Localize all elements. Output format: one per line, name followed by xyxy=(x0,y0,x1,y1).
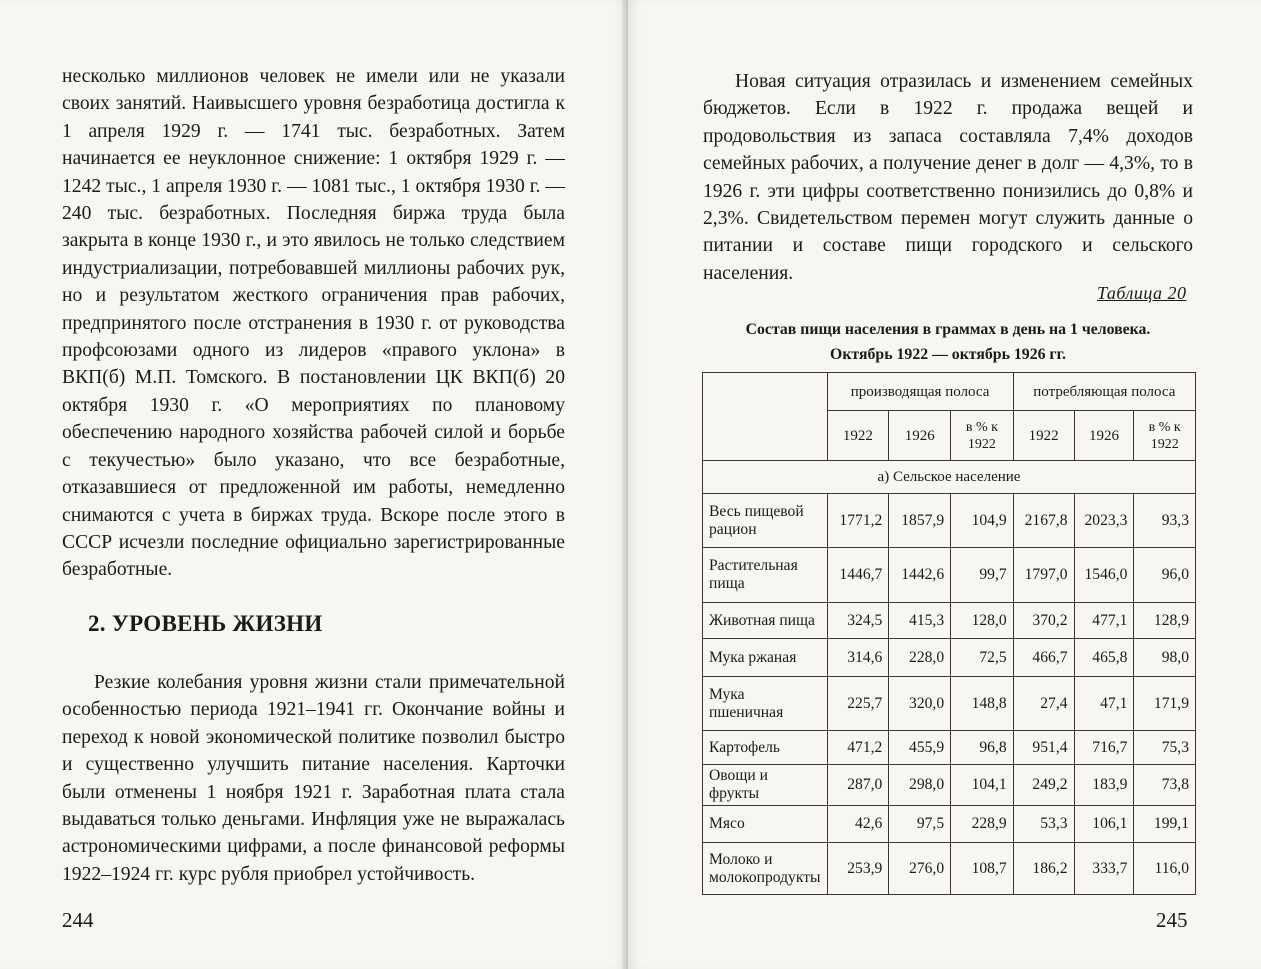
cell-value: 128,0 xyxy=(951,603,1014,639)
cell-value: 455,9 xyxy=(889,731,951,765)
left-text-top xyxy=(62,63,565,584)
table-title-line-1: Состав пищи населения в граммах в день на 1 человека. xyxy=(745,321,1151,338)
cell-value: 1546,0 xyxy=(1074,548,1134,603)
cell-value: 116,0 xyxy=(1134,843,1196,895)
page-number-right: 245 xyxy=(1156,908,1188,932)
cell-value: 128,9 xyxy=(1134,603,1196,639)
right-paragraph-1: Новая ситуация отразилась и изменением семейных бюджетов. Если в 1922 г. продажа вещей и продовольствия из запаса составляла 7,4% доходов семейных рабочих, а получение денег в долг — 4,3%, то в 1926 г. эти цифры соответственно понизились до 0,8% и 2,3%. Свидетельством перемен могут служить данные о питании и составе пищи городского и сельского населения. xyxy=(703,71,1193,284)
cell-value: 249,2 xyxy=(1013,765,1074,806)
header-1922: 1922 xyxy=(1013,411,1074,461)
table-row xyxy=(703,731,1196,765)
section-rural-population: а) Сельское население xyxy=(703,461,1196,494)
header-percent: в % к 1922 xyxy=(1134,411,1196,461)
section-heading: 2. УРОВЕНЬ ЖИЗНИ xyxy=(88,611,323,636)
header-1926: 1926 xyxy=(1074,411,1134,461)
cell-value: 96,8 xyxy=(951,731,1014,765)
table-section-row xyxy=(703,461,1196,494)
table-row xyxy=(703,494,1196,548)
cell-value: 465,8 xyxy=(1074,639,1134,677)
header-percent: в % к 1922 xyxy=(951,411,1014,461)
cell-value: 320,0 xyxy=(889,677,951,731)
row-label: Молоко и молокопродукты xyxy=(703,843,828,895)
cell-value: 951,4 xyxy=(1013,731,1074,765)
cell-value: 287,0 xyxy=(827,765,889,806)
food-composition-table xyxy=(702,372,1196,895)
cell-value: 2023,3 xyxy=(1074,494,1134,548)
cell-value: 199,1 xyxy=(1134,806,1196,843)
cell-value: 228,0 xyxy=(889,639,951,677)
header-consuming-zone: потребляющая полоса xyxy=(1013,373,1195,411)
right-page xyxy=(628,0,1261,969)
table-row xyxy=(703,765,1196,806)
cell-value: 98,0 xyxy=(1134,639,1196,677)
table-number: Таблица 20 xyxy=(1097,283,1187,303)
row-label: Мясо xyxy=(703,806,828,843)
cell-value: 298,0 xyxy=(889,765,951,806)
cell-value: 1857,9 xyxy=(889,494,951,548)
cell-value: 1442,6 xyxy=(889,548,951,603)
cell-value: 42,6 xyxy=(827,806,889,843)
table-row xyxy=(703,639,1196,677)
left-paragraph-2: Резкие колебания уровня жизни стали примечательной особенностью периода 1921–1941 гг. Окончание войны и переход к новой экономической политике позволил быстро и существенно улучшить питание населения. Карточки были отменены 1 ноября 1921 г. Заработная плата стала выдаваться только деньгами. Инфляция уже не выражалась астрономическими цифрами, а после финансовой реформы 1922–1924 гг. курс рубля приобрел устойчивость. xyxy=(62,672,565,885)
cell-value: 93,3 xyxy=(1134,494,1196,548)
cell-value: 324,5 xyxy=(827,603,889,639)
cell-value: 47,1 xyxy=(1074,677,1134,731)
cell-value: 1446,7 xyxy=(827,548,889,603)
left-paragraph-1: несколько миллионов человек не имели или не указали своих занятий. Наивысшего уровня безработица достигла к 1 апреля 1929 г. — 1741 тыс. безработных. Затем начинается ее неуклонное снижение: 1 октября 1929 г. — 1242 тыс., 1 апреля 1930 г. — 1081 тыс., 1 октября 1930 г. —240 тыс. безработных. Последняя биржа труда была закрыта в конце 1930 г., и это явилось не только следствием индустриализации, потребовавшей миллионы рабочих рук, но и результатом жесткого ограничения прав рабочих, предпринятого после отстранения в 1930 г. от руководства профсоюзами одного из лидеров «правого уклона» в ВКП(б) М.П. Томского. В постановлении ЦК ВКП(б) 20 октября 1930 г. «О мероприятиях по плановому обеспечению народного хозяйства рабочей силой и борьбе с текучестью» было указано, что все безработные, отказавшиеся от предложенной им работы, немедленно снимаются с учета в биржах труда. Вскоре после этого в СССР исчезли последние официально зарегистрированные безработные. xyxy=(62,66,565,581)
cell-value: 2167,8 xyxy=(1013,494,1074,548)
row-label: Весь пищевой рацион xyxy=(703,494,828,548)
header-1922: 1922 xyxy=(827,411,889,461)
cell-value: 276,0 xyxy=(889,843,951,895)
cell-value: 104,1 xyxy=(951,765,1014,806)
cell-value: 27,4 xyxy=(1013,677,1074,731)
cell-value: 108,7 xyxy=(951,843,1014,895)
cell-value: 1771,2 xyxy=(827,494,889,548)
row-label: Картофель xyxy=(703,731,828,765)
cell-value: 72,5 xyxy=(951,639,1014,677)
cell-value: 314,6 xyxy=(827,639,889,677)
table-row xyxy=(703,548,1196,603)
cell-value: 106,1 xyxy=(1074,806,1134,843)
cell-value: 1797,0 xyxy=(1013,548,1074,603)
table-row xyxy=(703,843,1196,895)
cell-value: 253,9 xyxy=(827,843,889,895)
cell-value: 99,7 xyxy=(951,548,1014,603)
page-number-left: 244 xyxy=(62,908,94,932)
right-text xyxy=(703,68,1193,287)
table-caption xyxy=(703,317,1193,367)
cell-value: 466,7 xyxy=(1013,639,1074,677)
cell-value: 186,2 xyxy=(1013,843,1074,895)
cell-value: 225,7 xyxy=(827,677,889,731)
cell-value: 104,9 xyxy=(951,494,1014,548)
row-label: Мука ржаная xyxy=(703,639,828,677)
cell-value: 370,2 xyxy=(1013,603,1074,639)
cell-value: 73,8 xyxy=(1134,765,1196,806)
header-producing-zone: производящая полоса xyxy=(827,373,1013,411)
cell-value: 53,3 xyxy=(1013,806,1074,843)
row-label: Животная пища xyxy=(703,603,828,639)
cell-value: 75,3 xyxy=(1134,731,1196,765)
cell-value: 96,0 xyxy=(1134,548,1196,603)
left-page xyxy=(0,0,628,969)
table-row xyxy=(703,677,1196,731)
cell-value: 183,9 xyxy=(1074,765,1134,806)
cell-value: 716,7 xyxy=(1074,731,1134,765)
cell-value: 333,7 xyxy=(1074,843,1134,895)
cell-value: 148,8 xyxy=(951,677,1014,731)
table-header-row-1 xyxy=(703,373,1196,411)
row-label: Растительная пища xyxy=(703,548,828,603)
cell-value: 171,9 xyxy=(1134,677,1196,731)
cell-value: 97,5 xyxy=(889,806,951,843)
cell-value: 415,3 xyxy=(889,603,951,639)
table-row xyxy=(703,603,1196,639)
cell-value: 228,9 xyxy=(951,806,1014,843)
table-title-line-2: Октябрь 1922 — октябрь 1926 гг. xyxy=(830,346,1066,363)
cell-value: 477,1 xyxy=(1074,603,1134,639)
table-header-empty xyxy=(703,373,828,461)
row-label: Мука пшеничная xyxy=(703,677,828,731)
left-text-bottom xyxy=(62,669,565,888)
row-label: Овощи и фрукты xyxy=(703,765,828,806)
cell-value: 471,2 xyxy=(827,731,889,765)
header-1926: 1926 xyxy=(889,411,951,461)
table-row xyxy=(703,806,1196,843)
